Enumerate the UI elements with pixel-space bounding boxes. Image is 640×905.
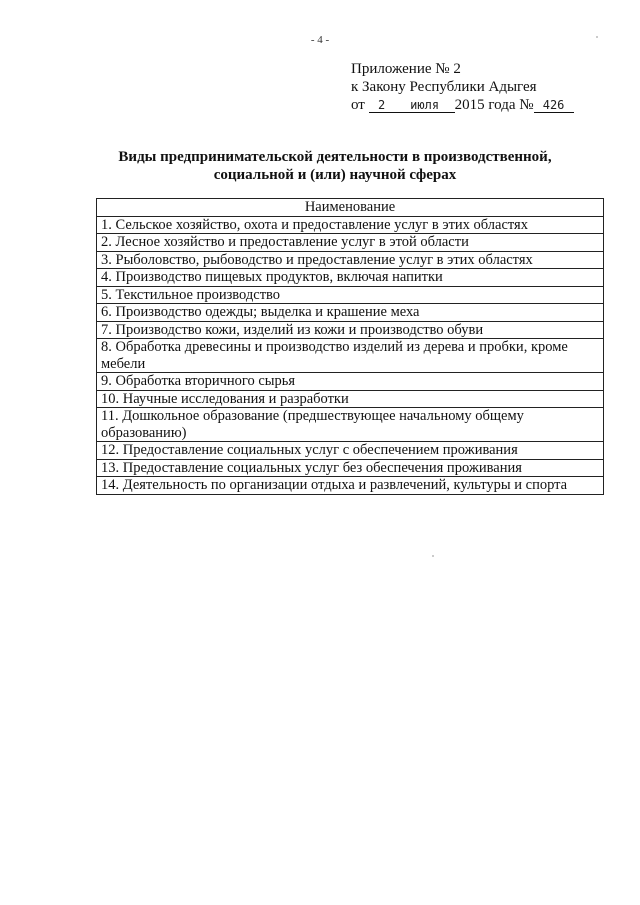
table-cell: 5. Текстильное производство	[97, 286, 604, 304]
handwritten-day: 2	[369, 98, 395, 113]
table-row	[97, 216, 604, 234]
table-row	[97, 339, 604, 373]
handwritten-month: июля	[395, 98, 455, 113]
table-row	[97, 459, 604, 477]
table-cell: 1. Сельское хозяйство, охота и предоставление услуг в этих областях	[97, 216, 604, 234]
table-row	[97, 390, 604, 408]
table-row	[97, 442, 604, 460]
appendix-block	[351, 60, 574, 114]
appendix-law-reference: к Закону Республики Адыгея	[351, 79, 537, 95]
table-cell: 4. Производство пищевых продуктов, включая напитки	[97, 269, 604, 287]
table-row	[97, 269, 604, 287]
table-cell: 6. Производство одежды; выделка и крашение меха	[97, 304, 604, 322]
table-cell: 11. Дошкольное образование (предшествующее начальному общему образованию)	[97, 408, 604, 442]
table-cell: 9. Обработка вторичного сырья	[97, 373, 604, 391]
appendix-title: Приложение № 2	[351, 61, 461, 77]
document-title	[80, 148, 590, 184]
scan-speck	[432, 555, 434, 557]
table-row	[97, 251, 604, 269]
table-cell: 12. Предоставление социальных услуг с обеспечением проживания	[97, 442, 604, 460]
table-header-row	[97, 199, 604, 217]
table-cell: 8. Обработка древесины и производство изделий из дерева и пробки, кроме мебели	[97, 339, 604, 373]
year-text: 2015 года №	[454, 97, 534, 113]
table-cell: 2. Лесное хозяйство и предоставление услуг в этой области	[97, 234, 604, 252]
appendix-date-line	[351, 96, 574, 114]
handwritten-law-number: 426	[534, 98, 574, 113]
table-row	[97, 234, 604, 252]
table-cell: 10. Научные исследования и разработки	[97, 390, 604, 408]
document-title-line-1: Виды предпринимательской деятельности в производственной,	[118, 149, 552, 165]
page-number: - 4 -	[310, 34, 330, 46]
table-cell: 14. Деятельность по организации отдыха и развлечений, культуры и спорта	[97, 477, 604, 495]
table-row	[97, 408, 604, 442]
table-cell: 7. Производство кожи, изделий из кожи и производство обуви	[97, 321, 604, 339]
activities-table	[96, 198, 604, 495]
table-cell: 3. Рыболовство, рыбоводство и предоставление услуг в этих областях	[97, 251, 604, 269]
scan-speck	[596, 36, 598, 38]
date-prefix: от	[351, 97, 365, 113]
table-cell: 13. Предоставление социальных услуг без обеспечения проживания	[97, 459, 604, 477]
table-row	[97, 321, 604, 339]
table-row	[97, 477, 604, 495]
document-title-line-2: социальной и (или) научной сферах	[213, 167, 457, 183]
table-row	[97, 373, 604, 391]
table-header-cell: Наименование	[97, 199, 604, 217]
table-row	[97, 304, 604, 322]
table-row	[97, 286, 604, 304]
